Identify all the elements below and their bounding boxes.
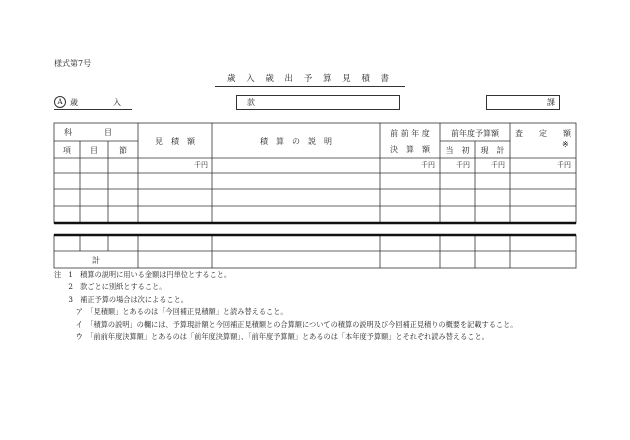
note-line: 2 款ごとに別紙とすること。 xyxy=(54,282,167,292)
note-line: 3 補正予算の場合は次によること。 xyxy=(54,294,188,304)
unit-satei: 千円 xyxy=(557,161,571,169)
satei-header: 査 定 額 xyxy=(515,129,571,138)
kan-label: 款 xyxy=(247,98,255,107)
document-title: 歳 入 歳 出 予 算 見 積 書 xyxy=(215,72,405,87)
zen-yosan-header: 前年度予算額 xyxy=(451,129,499,138)
revenue-label-2: 入 xyxy=(113,98,121,107)
ko-header: 項 xyxy=(63,146,71,155)
unit-mitsumori: 千円 xyxy=(194,161,208,169)
form-number: 様式第7号 xyxy=(54,59,92,68)
revenue-circle-mark: A xyxy=(54,96,66,108)
note-line: 注 1 積算の説明に用いる金額は円単位とすること。 xyxy=(54,270,232,279)
note-line: ア 「見積額」とあるのは「今回補正見積額」と読み替えること。 xyxy=(54,307,288,317)
setsu-header: 節 xyxy=(119,146,127,155)
unit-zenzen: 千円 xyxy=(421,161,435,169)
unit-genkei: 千円 xyxy=(491,161,505,169)
revenue-label-1: 歳 xyxy=(70,98,78,107)
sekisan-header: 積 算 の 説 明 xyxy=(260,137,332,146)
notes xyxy=(54,269,517,343)
mitsumori-header: 見 積 額 xyxy=(155,137,195,146)
zenzen-header-2: 決 算 額 xyxy=(390,145,430,154)
note-line: イ 「積算の説明」の欄には、予算現計額と今回補正見積額との合算額についての積算の説明及び今回補正見積りの概要を記載すること。 xyxy=(54,319,518,329)
note-line: ウ 「前前年度決算額」とあるのは「前年度決算額」、「前年度予算額」とあるのは「本年度予算額」とそれぞれ読み替えること。 xyxy=(54,332,489,342)
satei-mark: ※ xyxy=(562,140,569,149)
genkei-header: 現 計 xyxy=(480,146,505,155)
moku-header: 目 xyxy=(90,146,98,155)
total-label: 計 xyxy=(92,256,100,265)
unit-touso: 千円 xyxy=(456,161,470,169)
zenzen-header-1: 前 前 年 度 xyxy=(390,129,430,138)
touso-header: 当 初 xyxy=(445,146,470,155)
ka-label: 課 xyxy=(547,98,555,107)
kamoku-header: 科 目 xyxy=(64,128,112,137)
